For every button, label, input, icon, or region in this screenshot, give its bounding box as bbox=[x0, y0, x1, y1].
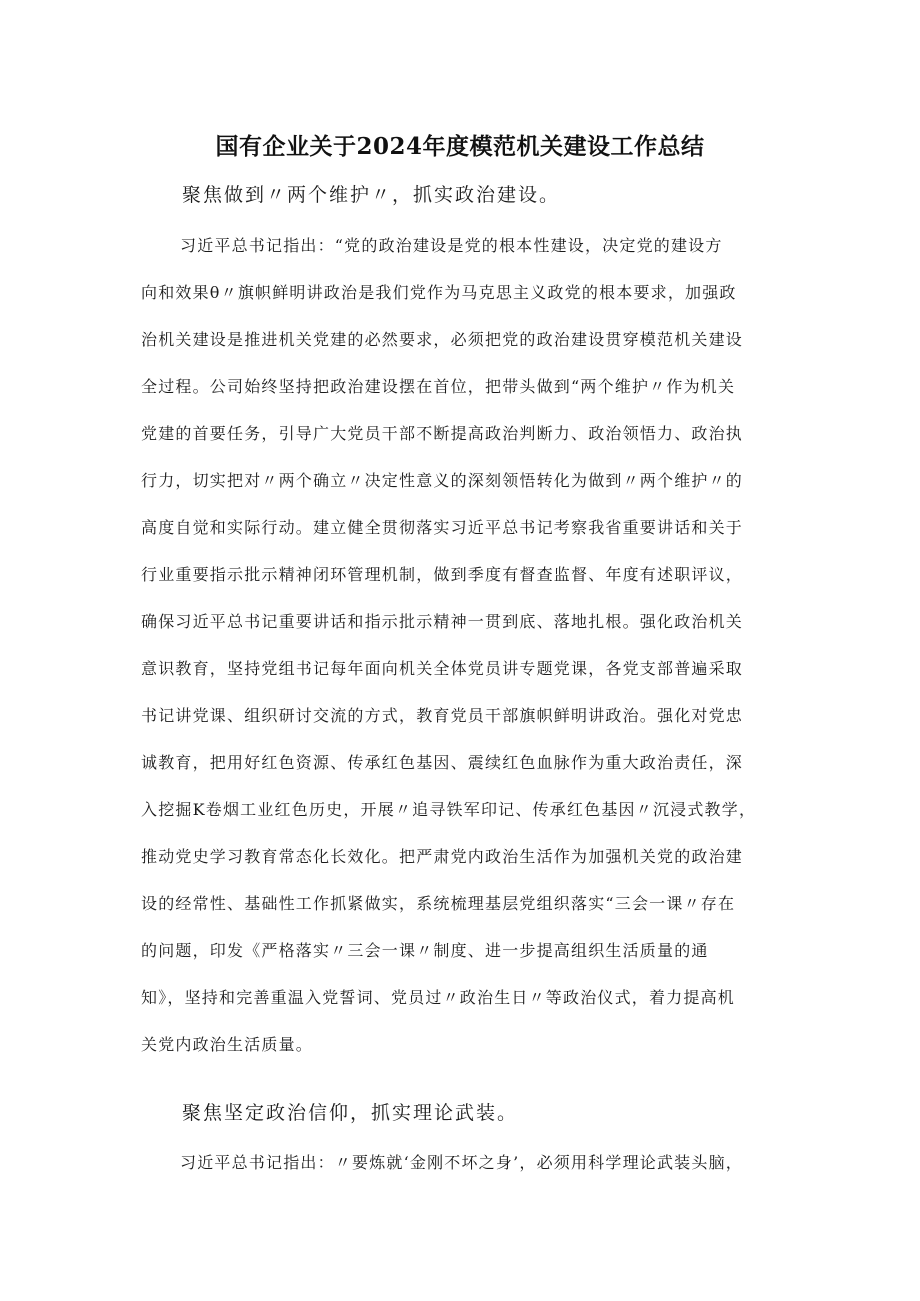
section-heading-theory-armament: 聚焦坚定政治信仰，抓实理论武装。 bbox=[182, 1102, 519, 1124]
paragraph-line: 治机关建设是推进机关党建的必然要求，必须把党的政治建设贯穿模范机关建设 bbox=[141, 330, 744, 349]
paragraph-line: 习近平总书记指出：“党的政治建设是党的根本性建设，决定党的建设方 bbox=[180, 236, 723, 255]
paragraph-line: 意识教育，坚持党组书记每年面向机关全体党员讲专题党课，各党支部普遍采取 bbox=[141, 659, 744, 678]
paragraph-line: 确保习近平总书记重要讲话和指示批示精神一贯到底、落地扎根。强化政治机关 bbox=[141, 612, 744, 631]
paragraph-line: 推动党史学习教育常态化长效化。把严肃党内政治生活作为加强机关党的政治建 bbox=[141, 847, 744, 866]
paragraph-line: 关党内政治生活质量。 bbox=[141, 1035, 314, 1054]
paragraph-line: 入挖掘K卷烟工业红色历史，开展〃追寻铁军印记、传承红色基因〃沉浸式教学， bbox=[141, 800, 757, 819]
paragraph-line: 诚教育，把用好红色资源、传承红色基因、震续红色血脉作为重大政治责任，深 bbox=[141, 753, 744, 772]
paragraph-line: 的问题，印发《严格落实〃三会一课〃制度、进一步提高组织生活质量的通 bbox=[141, 941, 709, 960]
paragraph-line: 向和效果θ〃旗帜鲜明讲政治是我们党作为马克思主义政党的根本要求，加强政 bbox=[141, 283, 737, 302]
paragraph-line: 行力，切实把对〃两个确立〃决定性意义的深刻领悟转化为做到〃两个维护〃的 bbox=[141, 471, 744, 490]
paragraph-line: 设的经常性、基础性工作抓紧做实，系统梳理基层党组织落实“三会一课〃存在 bbox=[141, 894, 736, 913]
paragraph-line: 行业重要指示批示精神闭环管理机制，做到季度有督查监督、年度有述职评议， bbox=[141, 565, 744, 584]
document-title: 国有企业关于2024年度模范机关建设工作总结 bbox=[215, 133, 705, 160]
paragraph-line: 党建的首要任务，引导广大党员干部不断提高政治判断力、政治领悟力、政治执 bbox=[141, 424, 744, 443]
section-heading-political-building: 聚焦做到〃两个维护〃，抓实政治建设。 bbox=[182, 184, 561, 206]
paragraph-line: 全过程。公司始终坚持把政治建设摆在首位，把带头做到“两个维护〃作为机关 bbox=[141, 377, 736, 396]
paragraph-line: 高度自觉和实际行动。建立健全贯彻落实习近平总书记考察我省重要讲话和关于 bbox=[141, 518, 744, 537]
paragraph-line: 习近平总书记指出：〃要炼就‘金刚不坏之身’，必须用科学理论武装头脑， bbox=[180, 1153, 743, 1172]
paragraph-line: 知》，坚持和完善重温入党誓词、党员过〃政治生日〃等政治仪式，着力提高机 bbox=[141, 988, 736, 1007]
paragraph-line: 书记讲党课、组织研讨交流的方式，教育党员干部旗帜鲜明讲政治。强化对党忠 bbox=[141, 706, 744, 725]
